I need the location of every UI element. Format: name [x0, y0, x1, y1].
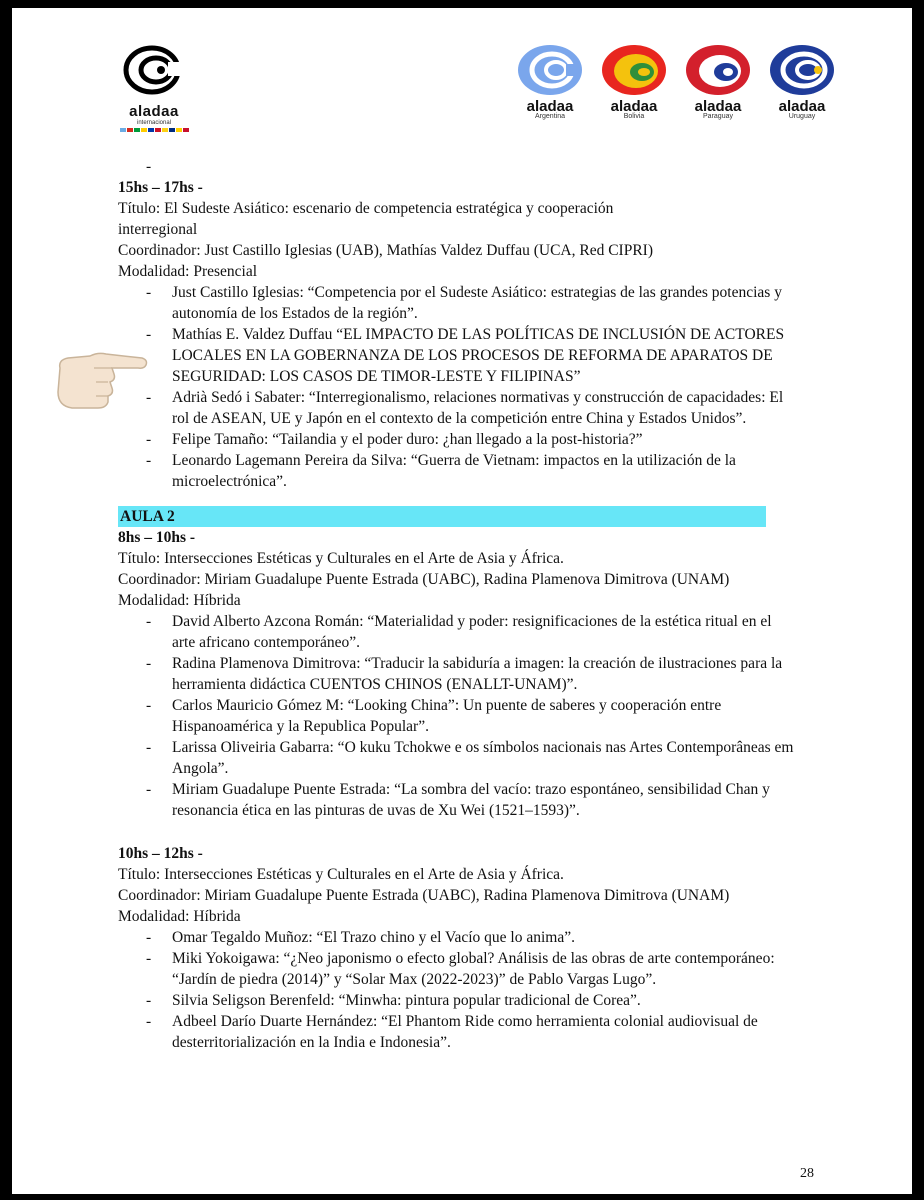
session-coordinator: Coordinador: Miriam Guadalupe Puente Estrada (UABC), Radina Plamenova Dimitrova (UNAM)	[118, 887, 730, 904]
bolivia-logo-name: aladaa	[610, 98, 658, 115]
talk-item: - Larissa Oliveiria Gabarra: “O kuku Tchokwe e os símbolos nacionais nas Artes Contemporâneas em Angola”.	[146, 737, 798, 779]
aladaa-paraguay-logo	[682, 44, 754, 120]
talk-list	[118, 927, 798, 1053]
argentina-logo-country: Argentina	[535, 113, 565, 120]
session-time: 10hs – 12hs -	[118, 845, 203, 862]
aladaa-main-logo-icon	[116, 44, 192, 96]
aladaa-internacional-logo	[116, 44, 192, 132]
session-modality: Modalidad: Híbrida	[118, 592, 241, 609]
main-logo-subtitle: internacional	[136, 120, 172, 126]
session-coordinator: Coordinador: Just Castillo Iglesias (UAB), Mathías Valdez Duffau (UCA, Red CIPRI)	[118, 242, 653, 259]
session-title: Título: Intersecciones Estéticas y Culturales en el Arte de Asia y África.	[118, 550, 564, 567]
flags-strip	[116, 128, 192, 132]
session-title-continued: interregional	[118, 221, 198, 238]
aladaa-uruguay-logo-icon	[768, 44, 836, 96]
uruguay-logo-name: aladaa	[778, 98, 826, 115]
talk-item: - Mathías E. Valdez Duffau “EL IMPACTO DE LAS POLÍTICAS DE INCLUSIÓN DE ACTORES LOCALES EN LA GOBERNANZA DE LOS PROCESOS DE REFORMA DE APARATOS DE SEGURIDAD: LOS CASOS DE TIMOR-LESTE Y FILIPINAS”	[146, 324, 798, 387]
aladaa-argentina-logo	[514, 44, 586, 120]
talk-item: - Felipe Tamaño: “Tailandia y el poder duro: ¿han llegado a la post-historia?”	[146, 429, 798, 450]
talk-item: - Miki Yokoigawa: “¿Neo japonismo o efecto global? Análisis de las obras de arte contemporáneo: “Jardín de piedra (2014)” y “Solar Max (2022-2023)” de Pablo Vargas Lugo”.	[146, 948, 798, 990]
session-title: Título: El Sudeste Asiático: escenario de competencia estratégica y cooperación	[118, 200, 614, 217]
talk-list	[118, 282, 798, 492]
main-logo-name: aladaa	[129, 103, 179, 120]
talk-item: - Miriam Guadalupe Puente Estrada: “La sombra del vacío: trazo espontáneo, sensibilidad Chan y resonancia ética en las pinturas de uvas de Xu Wei (1521–1593)”.	[146, 779, 798, 821]
argentina-logo-name: aladaa	[526, 98, 574, 115]
document-page	[12, 8, 912, 1194]
leading-dash: -	[146, 158, 152, 175]
aladaa-bolivia-logo-icon	[600, 44, 668, 96]
talk-item: - David Alberto Azcona Román: “Materialidad y poder: resignificaciones de la estética ritual en el arte africano contemporáneo”.	[146, 611, 798, 653]
talk-item: - Omar Tegaldo Muñoz: “El Trazo chino y el Vacío que lo anima”.	[146, 927, 798, 948]
session-time: 15hs – 17hs -	[118, 179, 203, 196]
aladaa-paraguay-logo-icon	[684, 44, 752, 96]
talk-item: - Just Castillo Iglesias: “Competencia por el Sudeste Asiático: estrategias de las grandes potencias y autonomía de los Estados de la región”.	[146, 282, 798, 324]
session-block	[118, 527, 798, 821]
aladaa-argentina-logo-icon	[516, 44, 584, 96]
paraguay-logo-country: Paraguay	[703, 113, 733, 120]
session-modality: Modalidad: Presencial	[118, 263, 258, 280]
aula-heading: AULA 2	[118, 506, 766, 527]
paraguay-logo-name: aladaa	[694, 98, 742, 115]
talk-list	[118, 611, 798, 821]
program-content	[118, 156, 798, 1053]
talk-item: - Silvia Seligson Berenfeld: “Minwha: pintura popular tradicional de Corea”.	[146, 990, 798, 1011]
page-number: 28	[800, 1166, 814, 1181]
bolivia-logo-country: Bolivia	[623, 113, 645, 120]
spacer	[118, 821, 798, 843]
session-modality: Modalidad: Híbrida	[118, 908, 241, 925]
talk-item: - Adbeel Darío Duarte Hernández: “El Phantom Ride como herramienta colonial audiovisual de desterritorialización en la India e Indonesia”.	[146, 1011, 798, 1053]
session-block	[118, 177, 798, 492]
session-coordinator: Coordinador: Miriam Guadalupe Puente Estrada (UABC), Radina Plamenova Dimitrova (UNAM)	[118, 571, 730, 588]
session-block	[118, 843, 798, 1053]
talk-item: - Carlos Mauricio Gómez M: “Looking China”: Un puente de saberes y cooperación entre Hispanoamérica y la Republica Popular”.	[146, 695, 798, 737]
talk-item: - Leonardo Lagemann Pereira da Silva: “Guerra de Vietnam: impactos en la utilización de la microelectrónica”.	[146, 450, 798, 492]
talk-item: - Adrià Sedó i Sabater: “Interregionalismo, relaciones normativas y construcción de capacidades: El rol de ASEAN, UE y Japón en el contexto de la competición entre China y Estados Unidos”.	[146, 387, 798, 429]
aladaa-uruguay-logo	[766, 44, 838, 120]
session-title: Título: Intersecciones Estéticas y Culturales en el Arte de Asia y África.	[118, 866, 564, 883]
uruguay-logo-country: Uruguay	[788, 113, 816, 120]
talk-item: - Radina Plamenova Dimitrova: “Traducir la sabiduría a imagen: la creación de ilustraciones para la herramienta didáctica CUENTOS CHINOS (ENALLT-UNAM)”.	[146, 653, 798, 695]
session-time: 8hs – 10hs -	[118, 529, 196, 546]
aladaa-bolivia-logo	[598, 44, 670, 120]
